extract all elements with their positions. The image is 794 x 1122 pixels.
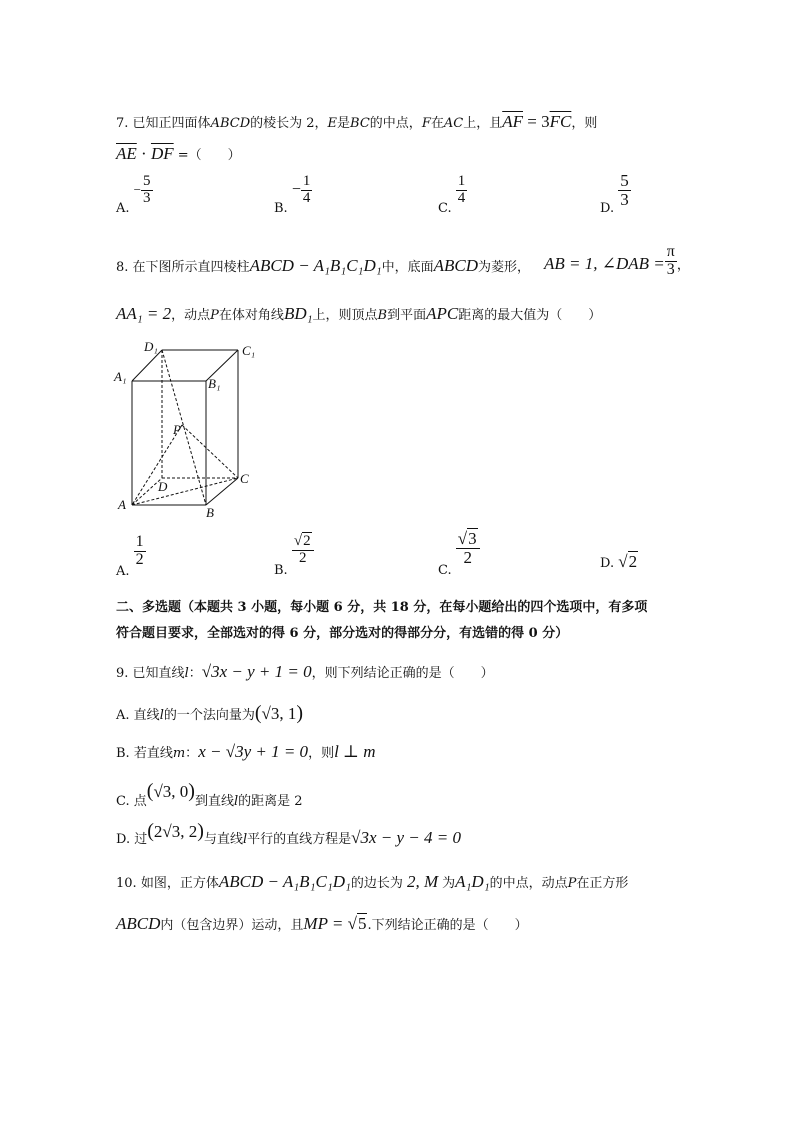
label-d1: D₁	[144, 339, 158, 354]
q8-line1: 8. 在下图所示直四棱柱ABCD − A₁B₁C₁D₁中，底面ABCD为菱形，	[116, 256, 531, 275]
q7-option-b[interactable]: B. − $\frac{1}{4}$	[274, 173, 311, 216]
q7-number: 7.	[116, 116, 129, 131]
section-heading-multi-choice-2: 符合题目要求，全部选对的得 6 分，部分选对的得部分分，有选错的得 0 分）	[116, 626, 569, 641]
q8-option-c[interactable]: C. $\frac{√3}{2}$	[438, 530, 480, 567]
q10-number: 10.	[116, 876, 137, 891]
q9-option-a[interactable]: A. 直线l的一个法向量为(√3, 1)	[116, 702, 304, 724]
label-p: P	[173, 422, 181, 437]
q7-option-a[interactable]: A. − $\frac{5}{3}$	[116, 173, 151, 216]
label-b: B	[206, 505, 214, 520]
label-a1: A₁	[114, 369, 127, 384]
label-c1: C₁	[242, 343, 256, 358]
q8-option-b[interactable]: B. $\frac{√2}{2}$	[274, 534, 314, 567]
q7-line2: $\overline{AE} \cdot \overline{DF}$ =（ ）	[116, 144, 241, 163]
q9-option-d[interactable]: D. 过(2√3, 2)与直线l平行的直线方程是√3x − y − 4 = 0	[116, 820, 461, 847]
q9-option-c[interactable]: C. 点(√3, 0)到直线l的距离是 2	[116, 780, 303, 809]
segment-p-a	[132, 425, 182, 505]
vector-df: $\overline{DF}$	[150, 144, 174, 163]
edge-a1-d1	[132, 350, 162, 381]
q8-condition: AB = 1, ∠DAB = $\frac{\pi}{3}$ ，	[544, 243, 690, 278]
fraction: $\frac{5}{3}$	[620, 171, 629, 209]
q10-line2: ABCD内（包含边界）运动，且MP = √5.下列结论正确的是（ ）	[116, 914, 528, 933]
q10-line1: 10. 如图，正方体ABCD − A₁B₁C₁D₁的边长为 2, M 为A₁D₁的中点，动点P在正方形	[116, 872, 629, 891]
q9-number: 9.	[116, 666, 129, 681]
q8-option-d[interactable]: D. √2	[600, 552, 638, 571]
fraction-sqrt2-over-2: $\frac{√2}{2}$	[292, 534, 314, 567]
section-heading-multi-choice: 二、多选题（本题共 3 小题，每小题 6 分，共 18 分，在每小题给出的四个选项中，有多项	[116, 600, 648, 615]
prism-figure	[110, 335, 270, 520]
q8-option-a[interactable]: A. $\frac{1}{2}$	[116, 533, 144, 579]
fraction: $\frac{1}{2}$	[135, 533, 144, 568]
vector-af: $\overline{AF}$	[502, 112, 523, 131]
fraction: $\frac{1}{4}$	[302, 173, 311, 206]
label-b1: B₁	[208, 376, 221, 391]
q8-line2: AA₁ = 2，动点P在体对角线BD₁上，则顶点B到平面APC距离的最大值为（ ）	[116, 304, 602, 323]
q7-option-d[interactable]: D. $\frac{5}{3}$	[600, 171, 629, 216]
fraction-pi-over-3: $\frac{\pi}{3}$	[666, 243, 675, 278]
vector-fc: $\overline{FC}$	[549, 112, 572, 131]
q9-option-b[interactable]: B. 若直线m：x − √3y + 1 = 0，则l ⊥ m	[116, 742, 376, 761]
q9-stem: 9. 已知直线l：√3x − y + 1 = 0，则下列结论正确的是（ ）	[116, 662, 494, 681]
fraction: $\frac{1}{4}$	[457, 173, 466, 206]
vector-ae: $\overline{AE}$	[116, 144, 137, 163]
label-a: A	[118, 497, 126, 512]
q7-line1: 7. 已知正四面体ABCD的棱长为 2，E是BC的中点，F在AC上，且$\overline{AF} = 3\overline{FC}$，则	[116, 112, 598, 131]
q7-option-c[interactable]: C. $\frac{1}{4}$	[438, 173, 466, 216]
diagonal-d1-b	[162, 350, 206, 505]
label-d: D	[158, 479, 168, 494]
q8-number: 8.	[116, 260, 129, 275]
fraction: $\frac{5}{3}$	[143, 173, 151, 206]
label-c: C	[240, 471, 249, 486]
fraction-sqrt3-over-2: $\frac{√3}{2}$	[456, 530, 480, 567]
